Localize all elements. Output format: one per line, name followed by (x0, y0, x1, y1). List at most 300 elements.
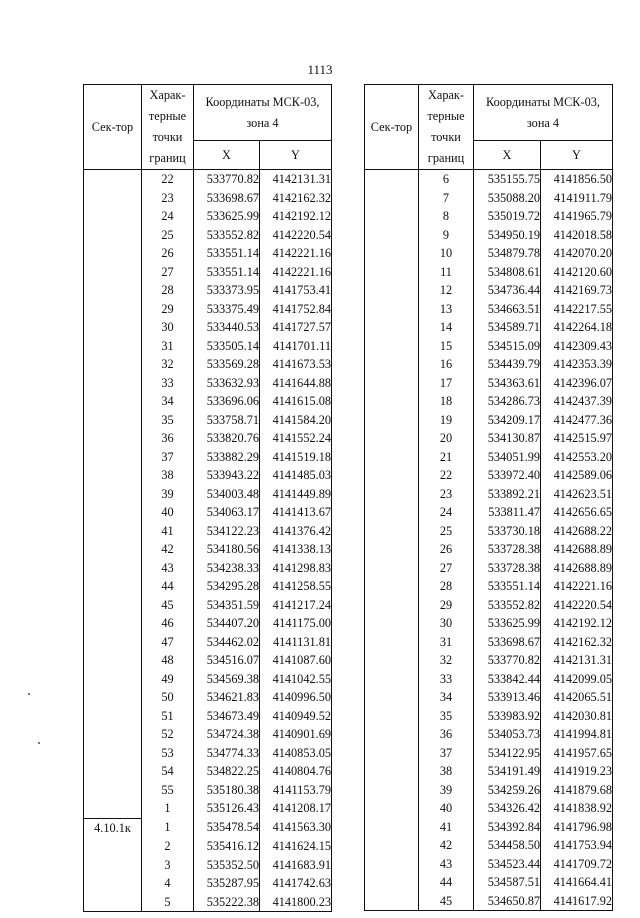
point-cell: 34 (419, 688, 474, 707)
point-cell: 15 (419, 337, 474, 356)
sector-cell (365, 762, 419, 781)
table-row (84, 670, 332, 689)
point-cell: 27 (142, 263, 194, 282)
sector-cell (365, 670, 419, 689)
point-cell: 7 (419, 189, 474, 208)
x-cell: 533551.14 (194, 263, 260, 282)
sector-cell (365, 318, 419, 337)
x-cell: 534392.84 (474, 818, 541, 837)
y-cell: 4141911.79 (541, 189, 613, 208)
x-cell: 533758.71 (194, 411, 260, 430)
point-cell: 42 (419, 836, 474, 855)
point-cell: 24 (419, 503, 474, 522)
y-cell: 4142437.39 (541, 392, 613, 411)
x-cell: 533820.76 (194, 429, 260, 448)
point-cell: 39 (142, 485, 194, 504)
x-cell: 535126.43 (194, 799, 260, 818)
sector-cell (84, 355, 142, 374)
sector-cell (365, 614, 419, 633)
x-cell: 535416.12 (194, 837, 260, 856)
point-cell: 26 (419, 540, 474, 559)
sector-cell (365, 540, 419, 559)
sector-cell (84, 466, 142, 485)
x-cell: 534569.38 (194, 670, 260, 689)
x-cell: 534808.61 (474, 263, 541, 282)
sector-cell (365, 688, 419, 707)
header-y: Y (541, 141, 613, 170)
y-cell: 4142030.81 (541, 707, 613, 726)
y-cell: 4141153.79 (260, 781, 332, 800)
table-row (365, 744, 613, 763)
point-cell: 4 (142, 874, 194, 893)
table-row (84, 818, 332, 837)
sector-cell (365, 263, 419, 282)
point-cell: 32 (142, 355, 194, 374)
header-sector: Сек-тор (365, 85, 419, 170)
y-cell: 4142065.51 (541, 688, 613, 707)
point-cell: 12 (419, 281, 474, 300)
y-cell: 4141615.08 (260, 392, 332, 411)
table-row (365, 818, 613, 837)
point-cell: 48 (142, 651, 194, 670)
sector-cell (84, 263, 142, 282)
sector-cell (84, 485, 142, 504)
sector-cell (365, 226, 419, 245)
x-cell: 535352.50 (194, 856, 260, 875)
point-cell: 2 (142, 837, 194, 856)
x-cell: 533728.38 (474, 559, 541, 578)
sector-cell (365, 725, 419, 744)
point-cell: 35 (142, 411, 194, 430)
sector-cell (365, 170, 419, 189)
sector-cell (365, 522, 419, 541)
y-cell: 4142162.32 (260, 189, 332, 208)
sector-cell (84, 651, 142, 670)
x-cell: 534051.99 (474, 448, 541, 467)
y-cell: 4140804.76 (260, 762, 332, 781)
table-row (365, 762, 613, 781)
x-cell: 533913.46 (474, 688, 541, 707)
header-y: Y (260, 141, 332, 170)
sector-cell (84, 226, 142, 245)
y-cell: 4142018.58 (541, 226, 613, 245)
table-row (365, 503, 613, 522)
table-row (365, 577, 613, 596)
table-row (84, 207, 332, 226)
table-row (365, 226, 613, 245)
y-cell: 4142688.89 (541, 559, 613, 578)
y-cell: 4142070.20 (541, 244, 613, 263)
x-cell: 534673.49 (194, 707, 260, 726)
table-row (84, 799, 332, 818)
point-cell: 22 (142, 170, 194, 189)
x-cell: 534515.09 (474, 337, 541, 356)
table-row (84, 448, 332, 467)
point-cell: 28 (419, 577, 474, 596)
y-cell: 4141624.15 (260, 837, 332, 856)
y-cell: 4141617.92 (541, 892, 613, 911)
sector-cell (84, 874, 142, 893)
table-row (84, 856, 332, 875)
x-cell: 533983.92 (474, 707, 541, 726)
table-row (84, 707, 332, 726)
sector-cell (365, 374, 419, 393)
point-cell: 1 (142, 818, 194, 837)
y-cell: 4142264.18 (541, 318, 613, 337)
point-cell: 33 (142, 374, 194, 393)
table-row (84, 874, 332, 893)
table-row (84, 688, 332, 707)
sector-cell (365, 596, 419, 615)
y-cell: 4141563.30 (260, 818, 332, 837)
table-body-left (84, 170, 332, 912)
y-cell: 4141485.03 (260, 466, 332, 485)
y-cell: 4142217.55 (541, 300, 613, 319)
sector-cell (84, 318, 142, 337)
table-row (84, 893, 332, 912)
point-cell: 40 (419, 799, 474, 818)
table-row (84, 725, 332, 744)
y-cell: 4141965.79 (541, 207, 613, 226)
x-cell: 535287.95 (194, 874, 260, 893)
table-row (84, 411, 332, 430)
point-cell: 46 (142, 614, 194, 633)
y-cell: 4142396.07 (541, 374, 613, 393)
sector-cell (84, 707, 142, 726)
point-cell: 43 (142, 559, 194, 578)
sector-cell (365, 355, 419, 374)
y-cell: 4141376.42 (260, 522, 332, 541)
header-coordinates: Координаты МСК-03, зона 4 (474, 85, 613, 141)
point-cell: 18 (419, 392, 474, 411)
table-row (84, 559, 332, 578)
point-cell: 35 (419, 707, 474, 726)
sector-cell (365, 651, 419, 670)
y-cell: 4142220.54 (260, 226, 332, 245)
point-cell: 29 (142, 300, 194, 319)
point-cell: 34 (142, 392, 194, 411)
x-cell: 533972.40 (474, 466, 541, 485)
y-cell: 4142131.31 (541, 651, 613, 670)
table-row (84, 596, 332, 615)
point-cell: 41 (419, 818, 474, 837)
table-row (84, 651, 332, 670)
x-cell: 533632.93 (194, 374, 260, 393)
sector-cell (365, 392, 419, 411)
table-row (365, 522, 613, 541)
y-cell: 4141217.24 (260, 596, 332, 615)
x-cell: 534053.73 (474, 725, 541, 744)
point-cell: 51 (142, 707, 194, 726)
y-cell: 4142099.05 (541, 670, 613, 689)
x-cell: 534191.49 (474, 762, 541, 781)
table-row (365, 244, 613, 263)
sector-cell (365, 744, 419, 763)
point-cell: 31 (419, 633, 474, 652)
point-cell: 8 (419, 207, 474, 226)
table-row (365, 170, 613, 189)
sector-cell (84, 744, 142, 763)
y-cell: 4142515.97 (541, 429, 613, 448)
point-cell: 45 (419, 892, 474, 911)
y-cell: 4141413.67 (260, 503, 332, 522)
y-cell: 4141709.72 (541, 855, 613, 874)
y-cell: 4142688.22 (541, 522, 613, 541)
y-cell: 4141449.89 (260, 485, 332, 504)
table-row (365, 633, 613, 652)
sector-cell (84, 670, 142, 689)
point-cell: 21 (419, 448, 474, 467)
table-row (84, 503, 332, 522)
table-row (365, 873, 613, 892)
point-cell: 38 (419, 762, 474, 781)
sector-cell (84, 429, 142, 448)
x-cell: 533696.06 (194, 392, 260, 411)
point-cell: 16 (419, 355, 474, 374)
y-cell: 4140901.69 (260, 725, 332, 744)
x-cell: 533440.53 (194, 318, 260, 337)
y-cell: 4141701.11 (260, 337, 332, 356)
x-cell: 533625.99 (194, 207, 260, 226)
y-cell: 4141796.98 (541, 818, 613, 837)
y-cell: 4141042.55 (260, 670, 332, 689)
point-cell: 26 (142, 244, 194, 263)
y-cell: 4141957.65 (541, 744, 613, 763)
x-cell: 533728.38 (474, 540, 541, 559)
page-number: 1113 (307, 62, 333, 77)
sector-cell (365, 300, 419, 319)
point-cell: 55 (142, 781, 194, 800)
y-cell: 4142589.06 (541, 466, 613, 485)
x-cell: 533375.49 (194, 300, 260, 319)
table-row (84, 540, 332, 559)
x-cell: 534724.38 (194, 725, 260, 744)
sector-cell (84, 688, 142, 707)
sector-cell (84, 781, 142, 800)
x-cell: 534516.07 (194, 651, 260, 670)
x-cell: 533551.14 (194, 244, 260, 263)
x-cell: 535478.54 (194, 818, 260, 837)
point-cell: 23 (419, 485, 474, 504)
table-row (365, 429, 613, 448)
x-cell: 534286.73 (474, 392, 541, 411)
x-cell: 534822.25 (194, 762, 260, 781)
table-row (365, 670, 613, 689)
header-coordinates: Координаты МСК-03, зона 4 (194, 85, 332, 141)
sector-cell (84, 762, 142, 781)
sector-cell (84, 614, 142, 633)
table-row (365, 263, 613, 282)
table-row (84, 466, 332, 485)
table-row (365, 466, 613, 485)
y-cell: 4142192.12 (541, 614, 613, 633)
point-cell: 5 (142, 893, 194, 912)
sector-cell (365, 207, 419, 226)
y-cell: 4141208.17 (260, 799, 332, 818)
table-row (365, 559, 613, 578)
y-cell: 4142120.60 (541, 263, 613, 282)
y-cell: 4142131.31 (260, 170, 332, 189)
x-cell: 534650.87 (474, 892, 541, 911)
y-cell: 4142623.51 (541, 485, 613, 504)
table-row (84, 189, 332, 208)
sector-cell (365, 448, 419, 467)
point-cell: 6 (419, 170, 474, 189)
point-cell: 20 (419, 429, 474, 448)
sector-cell (84, 207, 142, 226)
point-cell: 13 (419, 300, 474, 319)
point-cell: 52 (142, 725, 194, 744)
table-row (365, 836, 613, 855)
x-cell: 533552.82 (194, 226, 260, 245)
point-cell: 53 (142, 744, 194, 763)
x-cell: 533770.82 (474, 651, 541, 670)
x-cell: 533730.18 (474, 522, 541, 541)
sector-cell (84, 633, 142, 652)
x-cell: 533373.95 (194, 281, 260, 300)
y-cell: 4141519.18 (260, 448, 332, 467)
y-cell: 4140996.50 (260, 688, 332, 707)
sector-cell (365, 485, 419, 504)
table-row (84, 762, 332, 781)
table-row (84, 429, 332, 448)
y-cell: 4141552.24 (260, 429, 332, 448)
y-cell: 4142162.32 (541, 633, 613, 652)
point-cell: 36 (142, 429, 194, 448)
sector-cell (84, 448, 142, 467)
table-row (365, 374, 613, 393)
x-cell: 534950.19 (474, 226, 541, 245)
x-cell: 533698.67 (474, 633, 541, 652)
table-row (365, 855, 613, 874)
table-row (365, 485, 613, 504)
header-x: X (474, 141, 541, 170)
table-row (365, 392, 613, 411)
x-cell: 534363.61 (474, 374, 541, 393)
y-cell: 4142221.16 (541, 577, 613, 596)
sector-cell (365, 873, 419, 892)
table-row (365, 651, 613, 670)
y-cell: 4141800.23 (260, 893, 332, 912)
x-cell: 535088.20 (474, 189, 541, 208)
x-cell: 533569.28 (194, 355, 260, 374)
x-cell: 533698.67 (194, 189, 260, 208)
point-cell: 25 (142, 226, 194, 245)
y-cell: 4141131.81 (260, 633, 332, 652)
table-row (84, 522, 332, 541)
sector-cell (365, 836, 419, 855)
y-cell: 4142221.16 (260, 244, 332, 263)
table-row (84, 485, 332, 504)
sector-cell (365, 503, 419, 522)
point-cell: 9 (419, 226, 474, 245)
table-row (365, 540, 613, 559)
point-cell: 37 (142, 448, 194, 467)
table-row (365, 596, 613, 615)
point-cell: 14 (419, 318, 474, 337)
x-cell: 534879.78 (474, 244, 541, 263)
x-cell: 534523.44 (474, 855, 541, 874)
table-row (365, 189, 613, 208)
x-cell: 534259.26 (474, 781, 541, 800)
x-cell: 533551.14 (474, 577, 541, 596)
sector-cell (84, 170, 142, 189)
coordinates-table-right (364, 84, 613, 911)
table-row (84, 781, 332, 800)
point-cell: 44 (142, 577, 194, 596)
x-cell: 533770.82 (194, 170, 260, 189)
table-row (84, 170, 332, 189)
table-row (84, 614, 332, 633)
sector-cell (84, 540, 142, 559)
sector-cell (365, 892, 419, 911)
point-cell: 32 (419, 651, 474, 670)
table-row (84, 374, 332, 393)
point-cell: 31 (142, 337, 194, 356)
sector-cell (84, 244, 142, 263)
sector-cell (84, 577, 142, 596)
sector-cell (365, 855, 419, 874)
table-row (365, 799, 613, 818)
y-cell: 4140949.52 (260, 707, 332, 726)
x-cell: 534621.83 (194, 688, 260, 707)
scan-speck (28, 693, 30, 695)
x-cell: 533943.22 (194, 466, 260, 485)
point-cell: 33 (419, 670, 474, 689)
y-cell: 4142309.43 (541, 337, 613, 356)
sector-cell (365, 337, 419, 356)
sector-cell (84, 503, 142, 522)
y-cell: 4142477.36 (541, 411, 613, 430)
x-cell: 534589.71 (474, 318, 541, 337)
x-cell: 533882.29 (194, 448, 260, 467)
sector-cell (84, 337, 142, 356)
table-row (365, 707, 613, 726)
table-row (365, 411, 613, 430)
y-cell: 4142192.12 (260, 207, 332, 226)
y-cell: 4141856.50 (541, 170, 613, 189)
sector-cell (84, 392, 142, 411)
sector-cell (84, 799, 142, 818)
coordinates-table-left (83, 84, 332, 912)
y-cell: 4141753.41 (260, 281, 332, 300)
sector-cell (84, 893, 142, 912)
x-cell: 533811.47 (474, 503, 541, 522)
header-points: Харак-терные точки границ (419, 85, 474, 170)
point-cell: 43 (419, 855, 474, 874)
table-row (84, 355, 332, 374)
x-cell: 534063.17 (194, 503, 260, 522)
table-row (84, 281, 332, 300)
x-cell: 534458.50 (474, 836, 541, 855)
point-cell: 28 (142, 281, 194, 300)
point-cell: 22 (419, 466, 474, 485)
point-cell: 17 (419, 374, 474, 393)
point-cell: 30 (419, 614, 474, 633)
sector-cell (365, 799, 419, 818)
point-cell: 19 (419, 411, 474, 430)
header-x: X (194, 141, 260, 170)
point-cell: 24 (142, 207, 194, 226)
point-cell: 10 (419, 244, 474, 263)
x-cell: 533505.14 (194, 337, 260, 356)
table-row (84, 244, 332, 263)
x-cell: 534180.56 (194, 540, 260, 559)
y-cell: 4142656.65 (541, 503, 613, 522)
y-cell: 4141664.41 (541, 873, 613, 892)
y-cell: 4141258.55 (260, 577, 332, 596)
x-cell: 534407.20 (194, 614, 260, 633)
